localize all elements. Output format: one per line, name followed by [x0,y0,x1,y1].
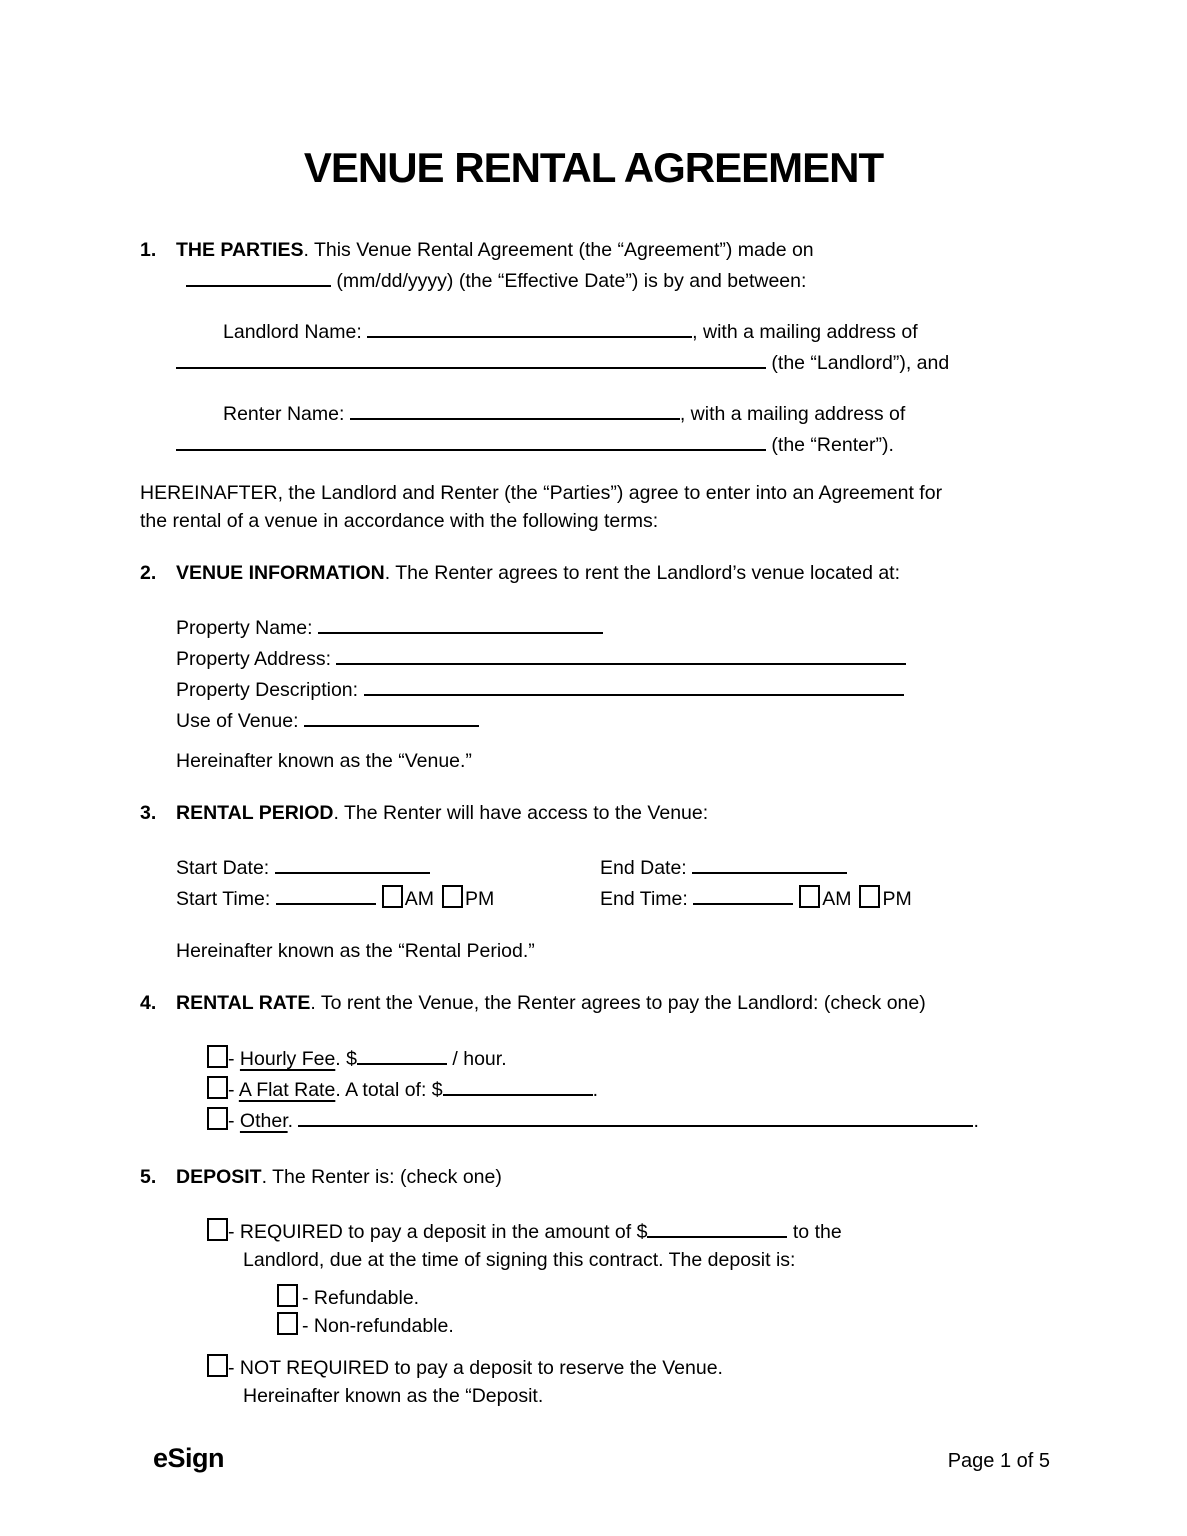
end-date-field[interactable] [692,851,847,874]
section-number: 5. [140,1166,157,1188]
section-heading: VENUE INFORMATION [176,562,385,584]
use-of-venue-field[interactable] [304,704,479,727]
hereinafter-line2: the rental of a venue in accordance with the following terms: [140,510,659,532]
property-address-field[interactable] [336,642,906,665]
flat-rate-suffix: . [592,1079,599,1101]
hereinafter-line1: HEREINAFTER, the Landlord and Renter (the “Parties”) agree to enter into an Agreement for [140,482,943,504]
deposit-amount-field[interactable] [647,1215,787,1238]
hereinafter-parties-paragraph [140,479,1047,535]
other-suffix: . [973,1110,979,1132]
end-time-field[interactable] [693,882,793,905]
start-pm-label: PM [464,888,495,910]
section-heading: DEPOSIT [176,1166,262,1188]
end-time-label: End Time: [600,888,694,910]
hourly-fee-mid: . $ [335,1048,357,1070]
section-number: 4. [140,992,157,1014]
rental-period-intro: . The Renter will have access to the Venue: [333,802,709,824]
section-the-parties [140,236,1047,459]
required-line2: Landlord, due at the time of signing this contract. The deposit is: [243,1249,796,1271]
not-required-text: - NOT REQUIRED to pay a deposit to reserve the Venue. [228,1357,723,1379]
other-label: Other [239,1110,288,1132]
non-refundable-option [176,1312,1047,1340]
checkbox-flat-rate[interactable] [207,1076,228,1099]
section-number: 3. [140,802,157,824]
landlord-name-suffix: , with a mailing address of [692,321,918,343]
document-title: VENUE RENTAL AGREEMENT [303,144,884,191]
flat-rate-mid: . A total of: $ [335,1079,443,1101]
renter-name-label: Renter Name: [223,403,350,425]
section-venue-information [140,559,1047,775]
renter-name-suffix: , with a mailing address of [679,403,906,425]
deposit-heading-line [176,1163,1047,1191]
hourly-fee-field[interactable] [357,1042,447,1065]
deposit-sub-options [176,1284,1047,1340]
section-rental-period [140,799,1047,965]
checkbox-deposit-required[interactable] [207,1218,228,1241]
landlord-block [176,315,1047,377]
other-mid: . [287,1110,299,1132]
venue-info-intro: . The Renter agrees to rent the Landlord’s venue located at: [384,562,901,584]
rental-period-heading-line [176,799,1047,827]
deposit-required-option [176,1215,1047,1274]
section-heading: RENTAL RATE [176,992,311,1014]
renter-address-field[interactable] [176,428,766,451]
start-time-field[interactable] [276,882,376,905]
hereinafter-venue: Hereinafter known as the “Venue.” [176,750,472,772]
checkbox-end-pm[interactable] [859,885,880,908]
non-refundable-label: - Non-refundable. [302,1315,454,1337]
section-number: 1. [140,239,157,261]
section-rental-rate [140,989,1047,1135]
required-suffix: to the [787,1221,842,1243]
section-heading: RENTAL PERIOD [176,802,334,824]
effective-date-field[interactable] [186,264,331,287]
renter-block [176,397,1047,459]
rental-rate-intro: . To rent the Venue, the Renter agrees to pay the Landlord: (check one) [310,992,926,1014]
property-name-field[interactable] [318,611,603,634]
parties-intro-text: . This Venue Rental Agreement (the “Agreement”) made on [303,239,814,261]
use-of-venue-label: Use of Venue: [176,710,304,732]
landlord-name-field[interactable] [367,315,692,338]
refundable-label: - Refundable. [302,1287,420,1309]
end-date-label: End Date: [600,857,693,879]
hereinafter-deposit: Hereinafter known as the “Deposit. [243,1385,544,1407]
end-pm-label: PM [882,888,912,910]
other-rate-option [176,1104,1047,1135]
deposit-intro: . The Renter is: (check one) [261,1166,502,1188]
page-footer [153,1444,1050,1475]
start-am-label: AM [404,888,434,910]
dash: - [228,1048,240,1070]
section-number: 2. [140,562,157,584]
esign-logo: eSign [153,1443,225,1473]
section-deposit [140,1163,1047,1410]
start-date-field[interactable] [275,851,430,874]
hourly-fee-label: Hourly Fee [239,1048,336,1070]
renter-term-text: (the “Renter”). [766,434,894,456]
checkbox-start-am[interactable] [382,885,403,908]
hereinafter-rental-period: Hereinafter known as the “Rental Period.” [176,940,535,962]
checkbox-start-pm[interactable] [442,885,463,908]
dash: - [228,1110,240,1132]
date-row [176,851,1047,882]
venue-info-heading-line [176,559,1047,587]
start-time-label: Start Time: [176,888,276,910]
checkbox-other[interactable] [207,1107,228,1130]
hourly-fee-suffix: / hour. [446,1048,507,1070]
property-name-label: Property Name: [176,617,318,639]
dash: - [228,1079,239,1101]
checkbox-refundable[interactable] [277,1284,298,1307]
checkbox-deposit-not-required[interactable] [207,1354,228,1377]
page-indicator: Page 1 of 5 [947,1450,1050,1472]
parties-intro-line2 [176,264,1047,295]
property-description-label: Property Description: [176,679,364,701]
checkbox-non-refundable[interactable] [277,1312,298,1335]
start-date-label: Start Date: [176,857,275,879]
rental-rate-heading-line [176,989,1047,1017]
other-rate-field[interactable] [298,1104,973,1127]
checkbox-hourly-fee[interactable] [207,1045,228,1068]
end-am-label: AM [822,888,852,910]
refundable-option [176,1284,1047,1312]
flat-rate-option [176,1073,1047,1104]
required-text: - REQUIRED to pay a deposit in the amount of $ [228,1221,648,1243]
property-description-field[interactable] [364,673,904,696]
landlord-address-field[interactable] [176,346,766,369]
parties-intro-text2: (mm/dd/yyyy) (the “Effective Date”) is by and between: [331,270,807,292]
landlord-term-text: (the “Landlord”), and [766,352,950,374]
flat-rate-label: A Flat Rate [238,1079,336,1101]
renter-name-field[interactable] [350,397,680,420]
property-address-label: Property Address: [176,648,337,670]
flat-rate-field[interactable] [443,1073,593,1096]
hourly-fee-option [176,1042,1047,1073]
parties-intro-line1 [176,236,1047,264]
checkbox-end-am[interactable] [799,885,820,908]
section-heading: THE PARTIES [176,239,304,261]
time-row [176,882,1047,913]
deposit-not-required-option [176,1354,1047,1410]
landlord-name-label: Landlord Name: [223,321,368,343]
